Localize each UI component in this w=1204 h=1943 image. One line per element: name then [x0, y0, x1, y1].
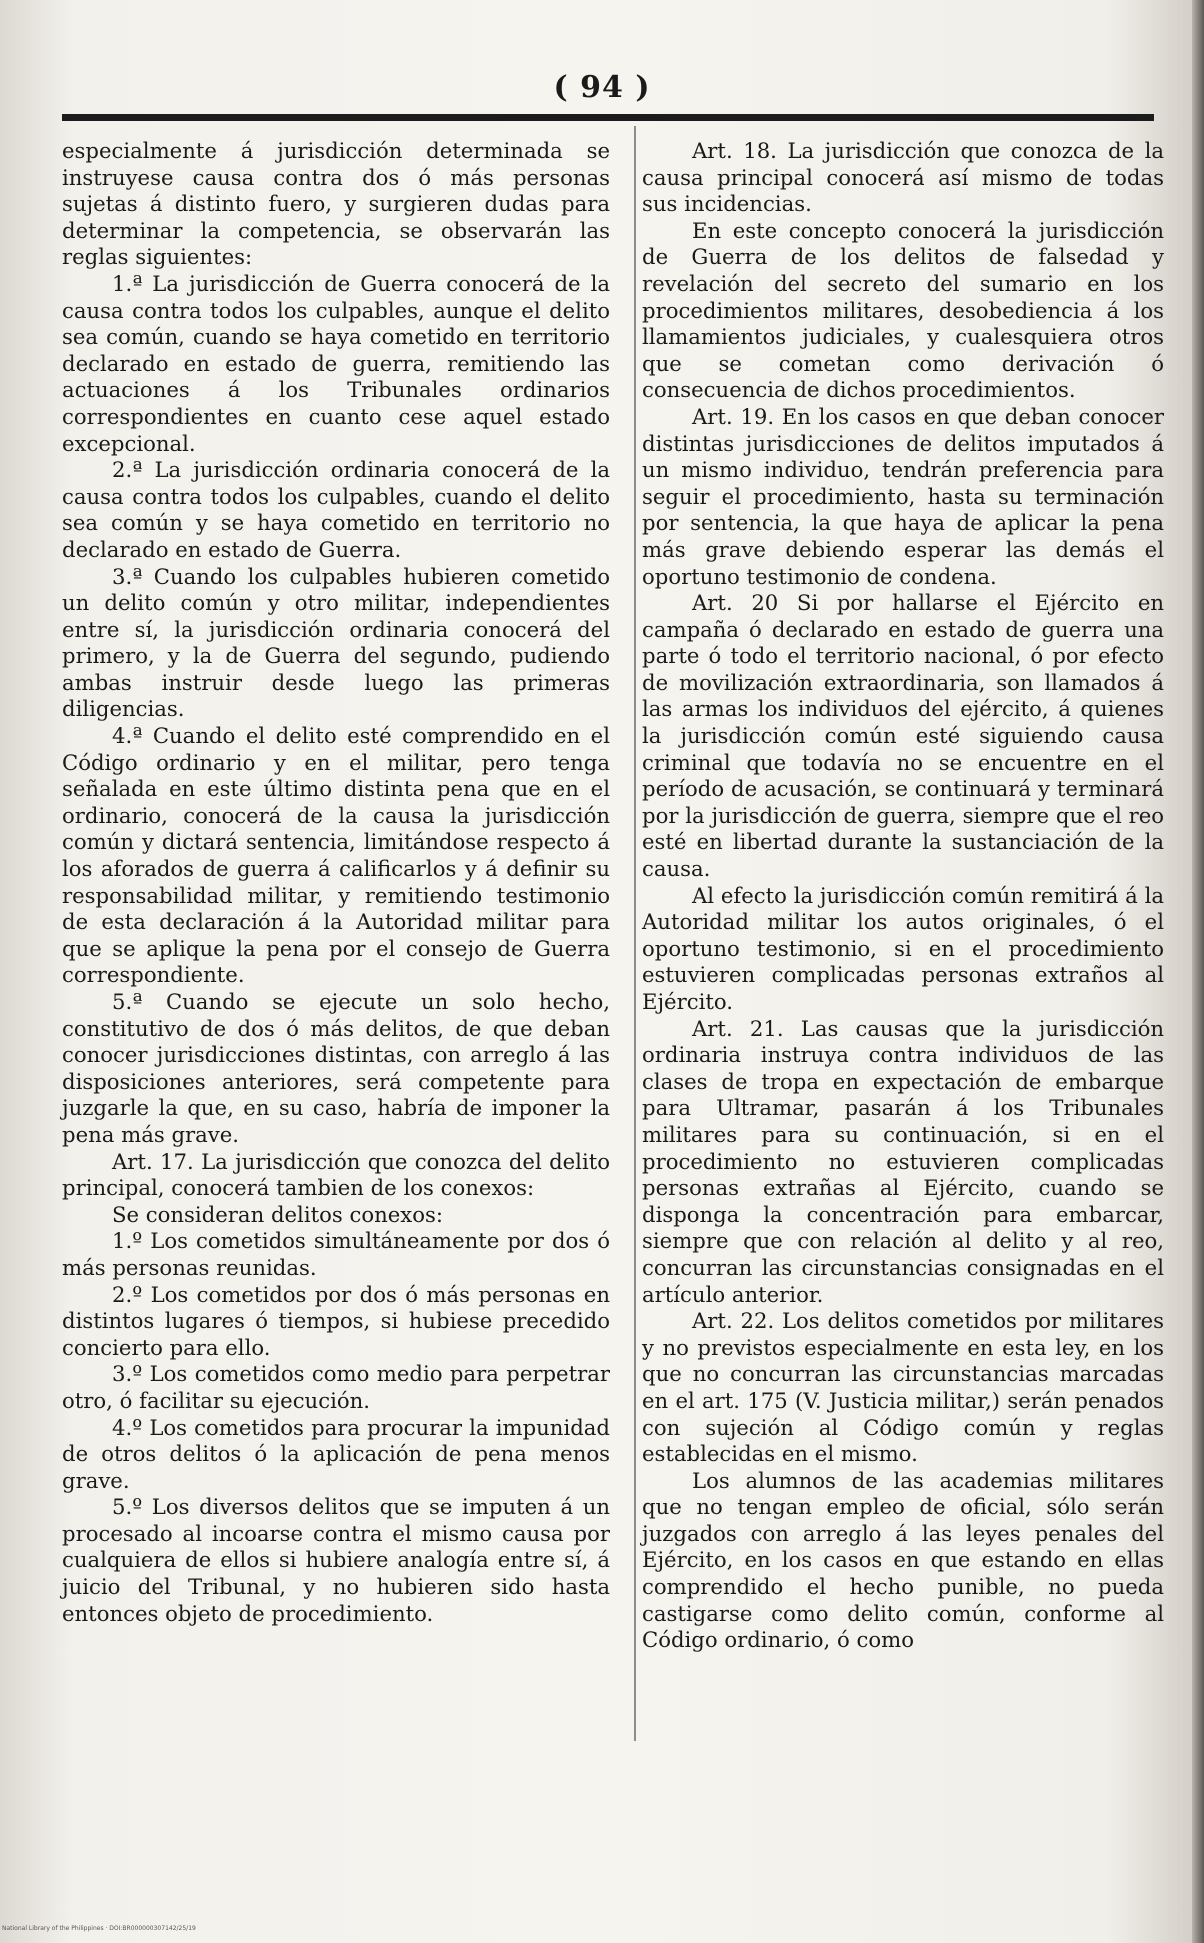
article-paragraph: Art. 20 Si por hallarse el Ejército en campaña ó declarado en estado de guerra una parte ó todo el territorio nacional, ó por efecto de movilización extraordinaria, son llamados á las armas los individuos del ejército, á quienes la jurisdicción común esté siguiendo causa criminal que todavía no se encuentre en el período de acusación, se continuará y terminará por la jurisdicción de guerra, siempre que el reo esté en libertad durante la sustanciación de la causa. [642, 590, 1164, 882]
paragraph: 3.ª Cuando los culpables hubieren cometido un delito común y otro militar, independientes entre sí, la jurisdicción ordinaria conocerá del primero, y la de Guerra del segundo, pudiendo ambas instruir desde luego las primeras diligencias. [62, 563, 610, 722]
column-divider [634, 126, 636, 1741]
paragraph: especialmente á jurisdicción determinada se instruyese causa contra dos ó más personas sujetas á distinto fuero, y surgieren dudas para determinar la competencia, se observarán las reglas siguientes: [62, 138, 610, 270]
paragraph: 4.ª Cuando el delito esté comprendido en el Código ordinario y en el militar, pero tenga señalada en este último distinta pena que en el ordinario, conocerá de la causa la jurisdicción común y dictará sentencia, limitándose respecto á los aforados de guerra á calificarlos y á definir su responsabilidad militar, y remitiendo testimonio de esta declaración á la Autoridad militar para que se aplique la pena por el consejo de Guerra correspondiente. [62, 723, 610, 988]
paragraph: 2.ª La jurisdicción ordinaria conocerá de la causa contra todos los culpables, cuando el delito sea común y se haya cometido en territorio no declarado en estado de Guerra. [62, 457, 610, 562]
article-paragraph: Art. 22. Los delitos cometidos por militares y no previstos especialmente en esta ley, en los que no concurran las circunstancias marcadas en el art. 175 (V. Justicia militar,) serán penados con sujeción al Código común y reglas establecidas en el mismo. [642, 1308, 1164, 1467]
paragraph: 1.ª La jurisdicción de Guerra conocerá de la causa contra todos los culpables, aunque el delito sea común, cuando se haya cometido en territorio declarado en estado de guerra, remitiendo las actuaciones á los Tribunales ordinarios correspondientes en cuanto cese aquel estado excepcional. [62, 270, 610, 456]
paragraph: Al efecto la jurisdicción común remitirá á la Autoridad militar los autos originales, ó el oportuno testimonio, si en el procedimiento estuvieren complicadas personas extraños al Ejército. [642, 882, 1164, 1014]
paragraph: Se consideran delitos conexos: [112, 1201, 444, 1227]
paragraph: 5.ª Cuando se ejecute un solo hecho, constitutivo de dos ó más delitos, de que deban conocer jurisdicciones distintas, con arreglo á las disposiciones anteriores, será competente para juzgarle la que, en su caso, habría de imponer la pena más grave. [62, 989, 610, 1147]
paragraph: Los alumnos de las academias militares que no tengan empleo de oficial, sólo serán juzgados con arreglo á las leyes penales del Ejército, en los casos en que estando en ellas comprendido el hecho punible, no pueda castigarse como delito común, conforme al Código ordinario, ó como [642, 1467, 1164, 1653]
paragraph: 3.º Los cometidos como medio para perpetrar otro, ó facilitar su ejecución. [62, 1361, 610, 1413]
paragraph: 4.º Los cometidos para procurar la impunidad de otros delitos ó la aplicación de pena menos grave. [62, 1414, 610, 1493]
paragraph: 1.º Los cometidos simultáneamente por dos ó más personas reunidas. [62, 1228, 610, 1280]
paragraph: En este concepto conocerá la jurisdicción de Guerra de los delitos de falsedad y revelación del secreto del sumario en los procedimientos militares, desobediencia á los llamamientos judiciales, y cualesquiera otros que se cometan como derivación ó consecuencia de dichos procedimientos. [642, 217, 1164, 403]
paragraph: 5.º Los diversos delitos que se imputen á un procesado al incoarse contra el mismo causa por cualquiera de ellos si hubiere analogía entre sí, á juicio del Tribunal, y no hubieren sido hasta entonces objeto de procedimiento. [62, 1494, 610, 1626]
page-number: ( 94 ) [553, 70, 651, 105]
page-edge-shadow [1192, 0, 1204, 1943]
article-paragraph: Art. 19. En los casos en que deban conocer distintas jurisdicciones de delitos imputados á un mismo individuo, tendrán preferencia para seguir el procedimiento, hasta su terminación por sentencia, la que haya de aplicar la pena más grave debiendo esperar las demás el oportuno testimonio de condena. [642, 403, 1164, 589]
paragraph: 2.º Los cometidos por dos ó más personas en distintos lugares ó tiempos, si hubiese precedido concierto para ello. [62, 1281, 610, 1360]
article-paragraph: Art. 17. La jurisdicción que conozca del delito principal, conocerá tambien de los conexos: [62, 1148, 610, 1201]
left-column [62, 138, 610, 1627]
header-rule [62, 114, 1154, 121]
footer-credit: National Library of the Philippines · DOI:BR000000307142/25/19 [2, 1925, 196, 1932]
article-paragraph: Art. 21. Las causas que la jurisdicción ordinaria instruya contra individuos de las clases de tropa en expectación de embarque para Ultramar, pasarán á los Tribunales militares para su continuación, si en el procedimiento no estuvieren complicadas personas extrañas al Ejército, cuando se disponga la concentración para embarcar, siempre que con relación al delito y al reo, concurran las circunstancias consignadas en el artículo anterior. [642, 1015, 1164, 1307]
right-column [642, 138, 1164, 1654]
article-paragraph: Art. 18. La jurisdicción que conozca de la causa principal conocerá así mismo de todas sus incidencias. [642, 138, 1164, 217]
